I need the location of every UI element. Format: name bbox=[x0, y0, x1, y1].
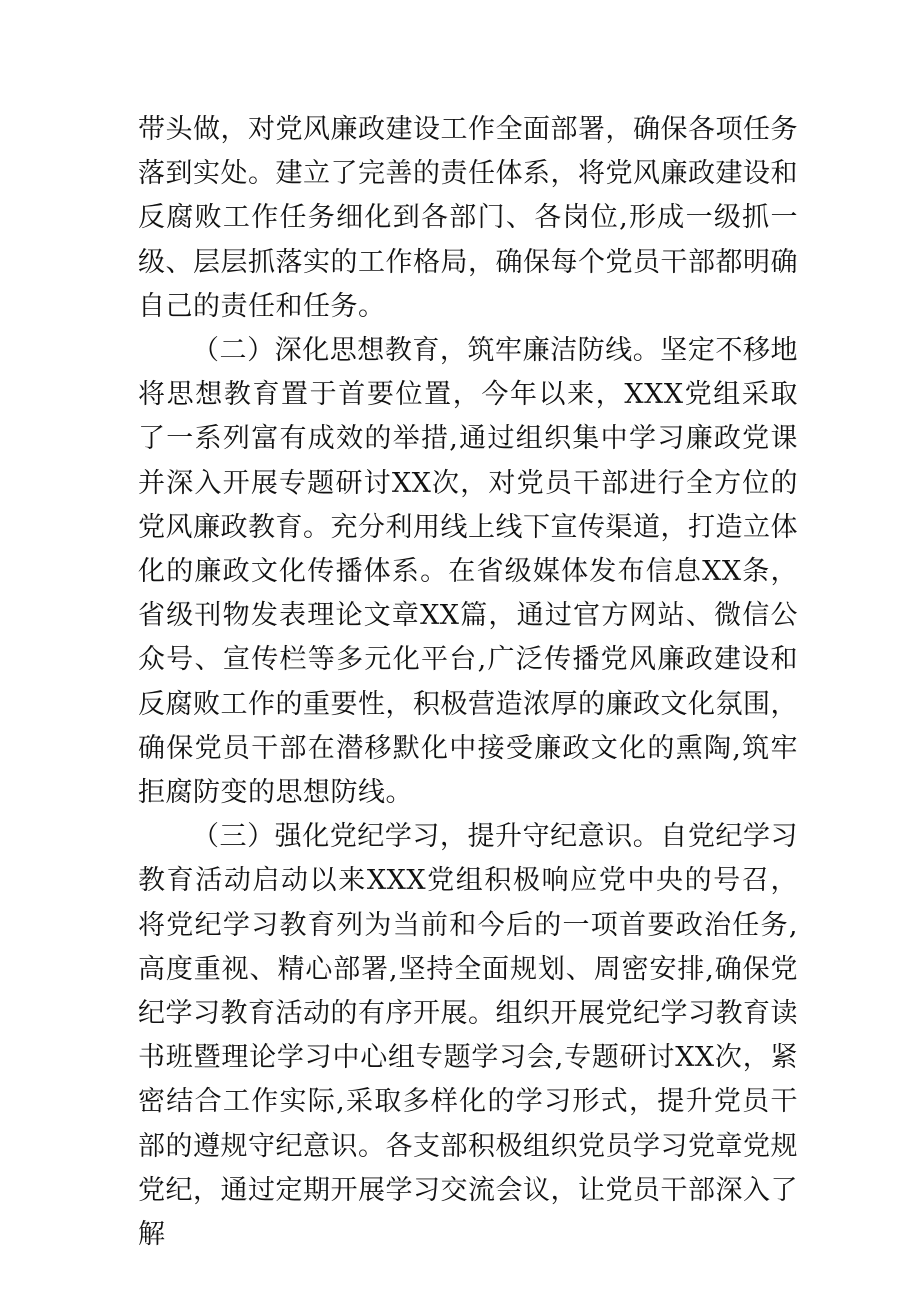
document-page bbox=[138, 108, 798, 1257]
paragraph-2: （二）深化思想教育，筑牢廉洁防线。坚定不移地将思想教育置于首要位置，今年以来，XXX党组采取了一系列富有成效的举措,通过组织集中学习廉政党课并深入开展专题研讨XX次，对党员干部进行全方位的党风廉政教育。充分利用线上线下宣传渠道，打造立体化的廉政文化传播体系。在省级媒体发布信息XX条，省级刊物发表理论文章XX篇，通过官方网站、微信公众号、宣传栏等多元化平台,广泛传播党风廉政建设和反腐败工作的重要性，积极营造浓厚的廉政文化氛围，确保党员干部在潜移默化中接受廉政文化的熏陶,筑牢拒腐防变的思想防线。 bbox=[138, 335, 798, 809]
paragraph-3: （三）强化党纪学习，提升守纪意识。自党纪学习教育活动启动以来XXX党组积极响应党中央的号召，将党纪学习教育列为当前和今后的一项首要政治任务,高度重视、精心部署,坚持全面规划、周密安排,确保党纪学习教育活动的有序开展。组织开展党纪学习教育读书班暨理论学习中心组专题学习会,专题研讨XX次，紧密结合工作实际,采取多样化的学习形式，提升党员干部的遵规守纪意识。各支部积极组织党员学习党章党规党纪，通过定期开展学习交流会议，让党员干部深入了解 bbox=[138, 821, 798, 1251]
paragraph-1: 带头做，对党风廉政建设工作全面部署，确保各项任务落到实处。建立了完善的责任体系，将党风廉政建设和反腐败工作任务细化到各部门、各岗位,形成一级抓一级、层层抓落实的工作格局，确保每个党员干部都明确自己的责任和任务。 bbox=[138, 114, 798, 322]
